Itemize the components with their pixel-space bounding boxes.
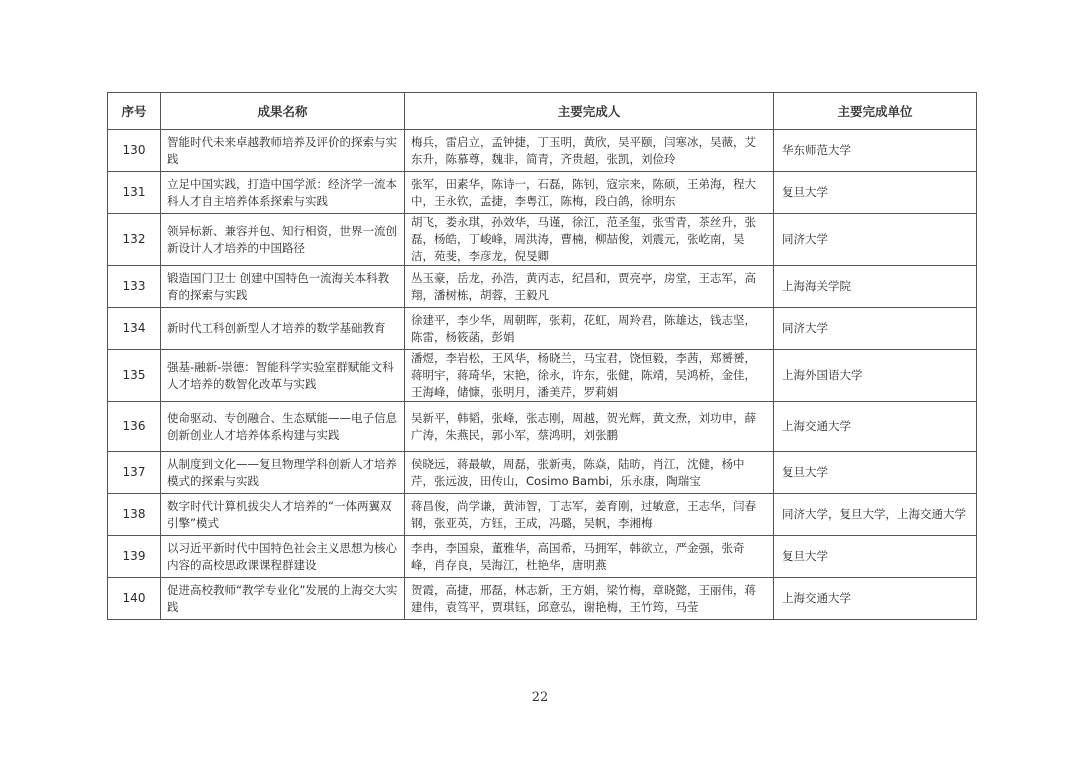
table-header-row (108, 93, 977, 130)
row-name: 领异标新、兼容并包、知行相资，世界一流创新设计人才培养的中国路径 (161, 214, 405, 266)
table-row (108, 308, 977, 350)
row-unit: 上海交通大学 (774, 402, 977, 452)
award-table-container (107, 92, 976, 620)
table-row (108, 172, 977, 214)
row-name: 促进高校教师“教学专业化”发展的上海交大实践 (161, 578, 405, 620)
row-unit: 上海外国语大学 (774, 350, 977, 402)
row-name: 从制度到文化——复旦物理学科创新人才培养模式的探索与实践 (161, 452, 405, 494)
row-name: 数字时代计算机拔尖人才培养的“一体两翼双引擎”模式 (161, 494, 405, 536)
row-people: 蒋昌俊，尚学谦，黄沛智，丁志军，姜育刚，过敏意，王志华，闫春钢，张亚英，方钰，王成，冯璐，吴帆，李湘梅 (405, 494, 774, 536)
row-people: 梅兵，雷启立，孟钟捷，丁玉明，黄欣，吴平颐，闫寒冰，吴薇，艾东升，陈慕尊，魏非，简青，齐贵超，张凯，刘俭玲 (405, 130, 774, 172)
row-people: 李冉，李国泉，董雅华，高国希，马拥军，韩欲立，严金强，张奇峰，肖存良，吴海江，杜艳华，唐明燕 (405, 536, 774, 578)
row-name: 使命驱动、专创融合、生态赋能——电子信息创新创业人才培养体系构建与实践 (161, 402, 405, 452)
row-unit: 复旦大学 (774, 452, 977, 494)
row-number: 130 (108, 130, 161, 172)
table-row (108, 214, 977, 266)
row-people: 张军，田素华，陈诗一，石磊，陈钊，寇宗来，陈硕，王弟海，程大中，王永钦，孟捷，李粤江，陈梅，段白鸽，徐明东 (405, 172, 774, 214)
award-table (107, 92, 977, 620)
row-people: 胡飞，娄永琪，孙效华，马谨，徐江，范圣玺，张雪青，茶丝升，张磊，杨皓，丁峻峰，周洪涛，曹楠，柳喆俊，刘震元，张屹南，吴洁，苑斐，李彦龙，倪旻卿 (405, 214, 774, 266)
row-unit: 复旦大学 (774, 172, 977, 214)
row-people: 徐建平，李少华，周朝晖，张莉，花虹，周羚君，陈雄达，钱志坚，陈雷，杨筱菡，彭娟 (405, 308, 774, 350)
table-row (108, 402, 977, 452)
page-number: 22 (531, 690, 549, 705)
table-row (108, 452, 977, 494)
row-number: 138 (108, 494, 161, 536)
row-number: 136 (108, 402, 161, 452)
table-row (108, 494, 977, 536)
row-people: 侯晓远，蒋最敏，周磊，张新夷，陈焱，陆昉，肖江，沈健，杨中芹，张远波，田传山，Cosimo Bambi，乐永康，陶瑞宝 (405, 452, 774, 494)
row-number: 137 (108, 452, 161, 494)
row-number: 140 (108, 578, 161, 620)
row-unit: 华东师范大学 (774, 130, 977, 172)
row-unit: 同济大学 (774, 214, 977, 266)
table-row (108, 578, 977, 620)
table-row (108, 350, 977, 402)
row-name: 新时代工科创新型人才培养的数学基础教育 (161, 308, 405, 350)
row-unit: 同济大学，复旦大学，上海交通大学 (774, 494, 977, 536)
row-name: 强基-融新-崇德：智能科学实验室群赋能文科人才培养的数智化改革与实践 (161, 350, 405, 402)
header-number: 序号 (108, 93, 161, 130)
row-number: 135 (108, 350, 161, 402)
row-people: 贺霞，高捷，邢磊，林志新，王方娟，梁竹梅，章晓懿，王丽伟，蒋建伟，袁笃平，贾琪钰，邱意弘，谢艳梅，王竹筠，马莹 (405, 578, 774, 620)
table-row (108, 536, 977, 578)
row-number: 132 (108, 214, 161, 266)
row-name: 智能时代未来卓越教师培养及评价的探索与实践 (161, 130, 405, 172)
row-number: 133 (108, 266, 161, 308)
row-number: 134 (108, 308, 161, 350)
row-unit: 上海海关学院 (774, 266, 977, 308)
row-name: 立足中国实践，打造中国学派：经济学一流本科人才自主培养体系探索与实践 (161, 172, 405, 214)
row-unit: 上海交通大学 (774, 578, 977, 620)
row-unit: 复旦大学 (774, 536, 977, 578)
row-people: 吴新平，韩韬，张峰，张志刚，周越，贺光辉，黄文焘，刘功申，薛广涛，朱燕民，郭小军，蔡鸿明，刘张鹏 (405, 402, 774, 452)
row-people: 潘煜，李岩松，王风华，杨晓兰，马宝君，饶恒毅，李茜，郑赟赟，蒋明宇，蒋琦华，宋艳，徐永，许东，张健，陈靖，吴鸿桥，金佳，王海峰，储慷，张明月，潘美芹，罗莉娟 (405, 350, 774, 402)
table-row (108, 130, 977, 172)
row-number: 139 (108, 536, 161, 578)
table-row (108, 266, 977, 308)
row-number: 131 (108, 172, 161, 214)
header-unit: 主要完成单位 (774, 93, 977, 130)
row-people: 丛玉豪，岳龙，孙浩，黄丙志，纪昌和，贾亮亭，房堂，王志军，高翔，潘树栋，胡蓉，王毅凡 (405, 266, 774, 308)
row-name: 锻造国门卫士 创建中国特色一流海关本科教育的探索与实践 (161, 266, 405, 308)
header-people: 主要完成人 (405, 93, 774, 130)
header-name: 成果名称 (161, 93, 405, 130)
row-name: 以习近平新时代中国特色社会主义思想为核心内容的高校思政课课程群建设 (161, 536, 405, 578)
row-unit: 同济大学 (774, 308, 977, 350)
